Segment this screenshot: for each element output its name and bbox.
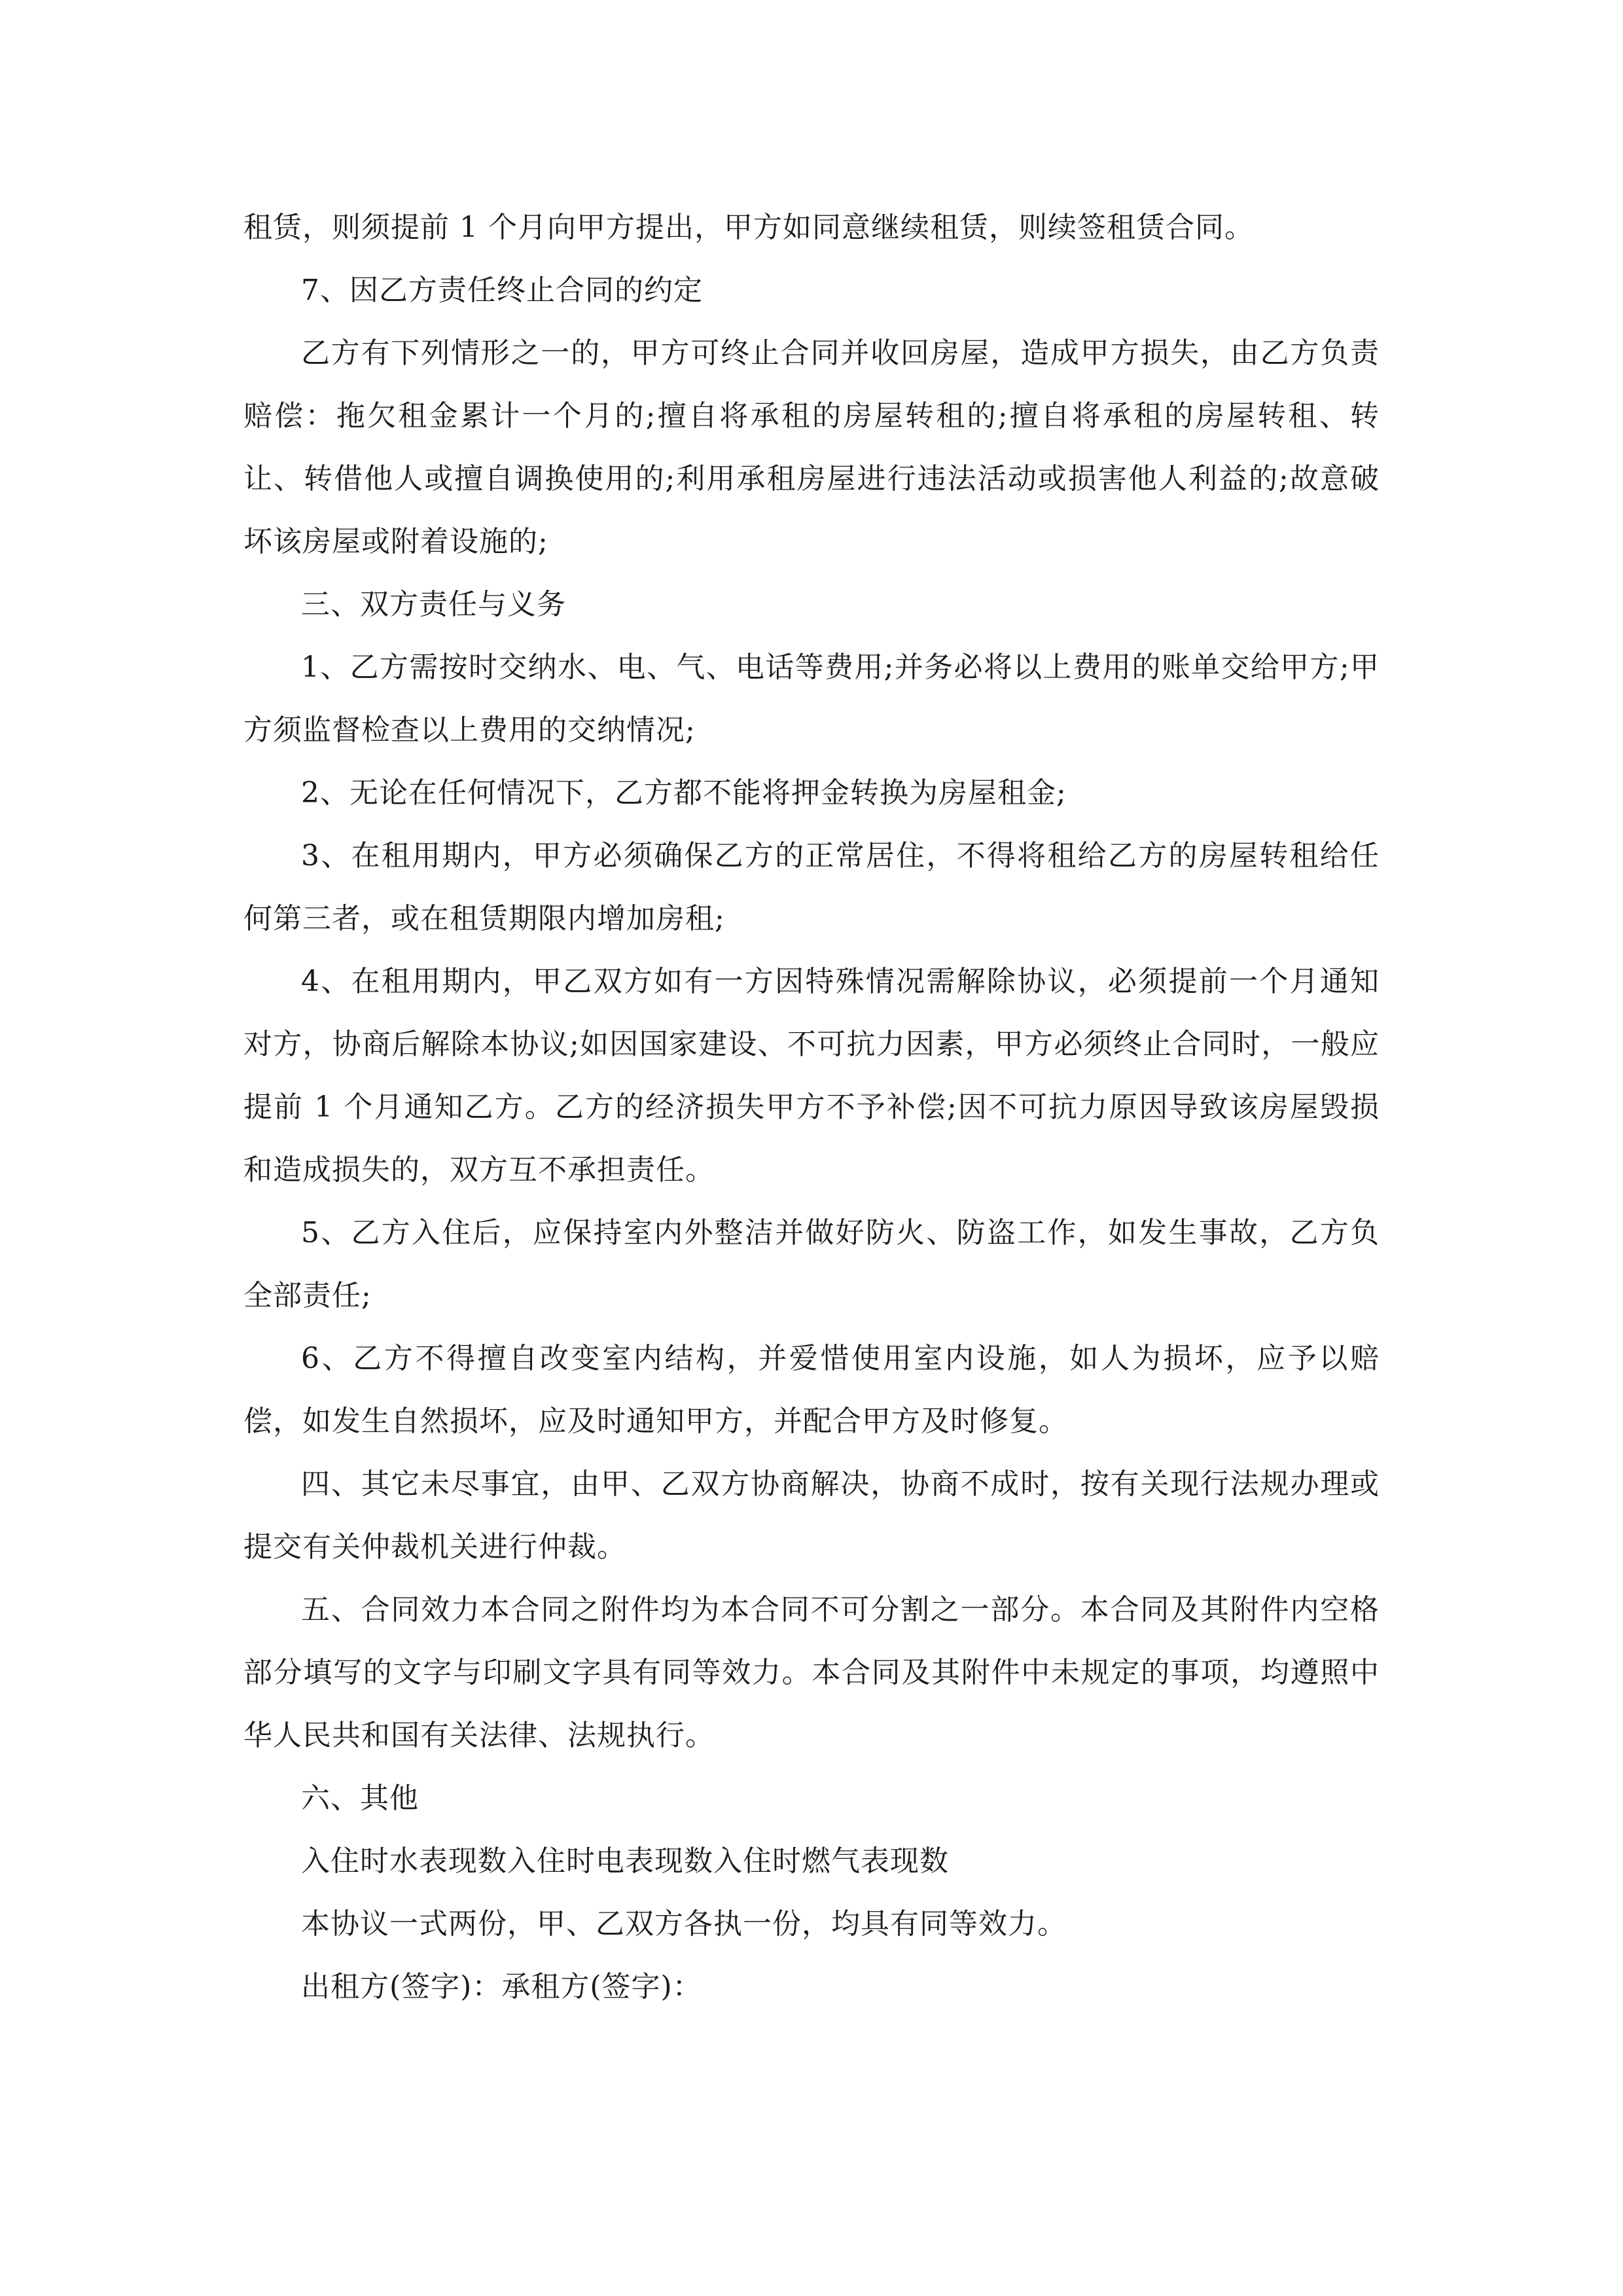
paragraph-duty-4: 4、在租用期内，甲乙双方如有一方因特殊情况需解除协议，必须提前一个月通知对方，协商后解除本协议;如因国家建设、不可抗力因素，甲方必须终止合同时，一般应提前 1 个月通知乙方。乙方的经济损失甲方不予补偿;因不可抗力原因导致该房屋毁损和造成损失的，双方互不承担责任。 [243, 965, 1380, 1187]
document-body [243, 196, 1380, 2018]
paragraph-duty-3: 3、在租用期内，甲方必须确保乙方的正常居住，不得将租给乙方的房屋转租给任何第三者，或在租赁期限内增加房租; [243, 839, 1380, 935]
paragraph-duty-5: 5、乙方入住后，应保持室内外整洁并做好防火、防盗工作，如发生事故，乙方负全部责任; [243, 1216, 1380, 1312]
section-heading-other: 六、其他 [301, 1782, 419, 1815]
paragraph-termination-conditions: 乙方有下列情形之一的，甲方可终止合同并收回房屋，造成甲方损失，由乙方负责赔偿：拖欠租金累计一个月的;擅自将承租的房屋转租的;擅自将承租的房屋转租、转让、转借他人或擅自调换使用的;利用承租房屋进行违法活动或损害他人利益的;故意破坏该房屋或附着设施的; [243, 336, 1380, 558]
signature-line: 出租方(签字)：承租方(签字)： [301, 1970, 702, 2003]
paragraph-termination-heading: 7、因乙方责任终止合同的约定 [301, 274, 703, 307]
paragraph-copies: 本协议一式两份，甲、乙双方各执一份，均具有同等效力。 [301, 1907, 1067, 1941]
paragraph-lease-renewal: 租赁，则须提前 1 个月向甲方提出，甲方如同意继续租赁，则续签租赁合同。 [243, 211, 1254, 244]
paragraph-duty-6: 6、乙方不得擅自改变室内结构，并爱惜使用室内设施，如人为损坏，应予以赔偿，如发生自然损坏，应及时通知甲方，并配合甲方及时修复。 [243, 1342, 1380, 1438]
paragraph-duty-1: 1、乙方需按时交纳水、电、气、电话等费用;并务必将以上费用的账单交给甲方;甲方须监督检查以上费用的交纳情况; [243, 651, 1380, 747]
section-other-matters: 四、其它未尽事宜，由甲、乙双方协商解决，协商不成时，按有关现行法规办理或提交有关仲裁机关进行仲裁。 [243, 1467, 1380, 1564]
section-heading-duties: 三、双方责任与义务 [301, 588, 566, 621]
paragraph-duty-2: 2、无论在任何情况下，乙方都不能将押金转换为房屋租金; [301, 776, 1067, 810]
section-contract-validity: 五、合同效力本合同之附件均为本合同不可分割之一部分。本合同及其附件内空格部分填写的文字与印刷文字具有同等效力。本合同及其附件中未规定的事项，均遵照中华人民共和国有关法律、法规执行。 [243, 1593, 1380, 1752]
paragraph-meter-readings: 入住时水表现数入住时电表现数入住时燃气表现数 [301, 1844, 949, 1878]
